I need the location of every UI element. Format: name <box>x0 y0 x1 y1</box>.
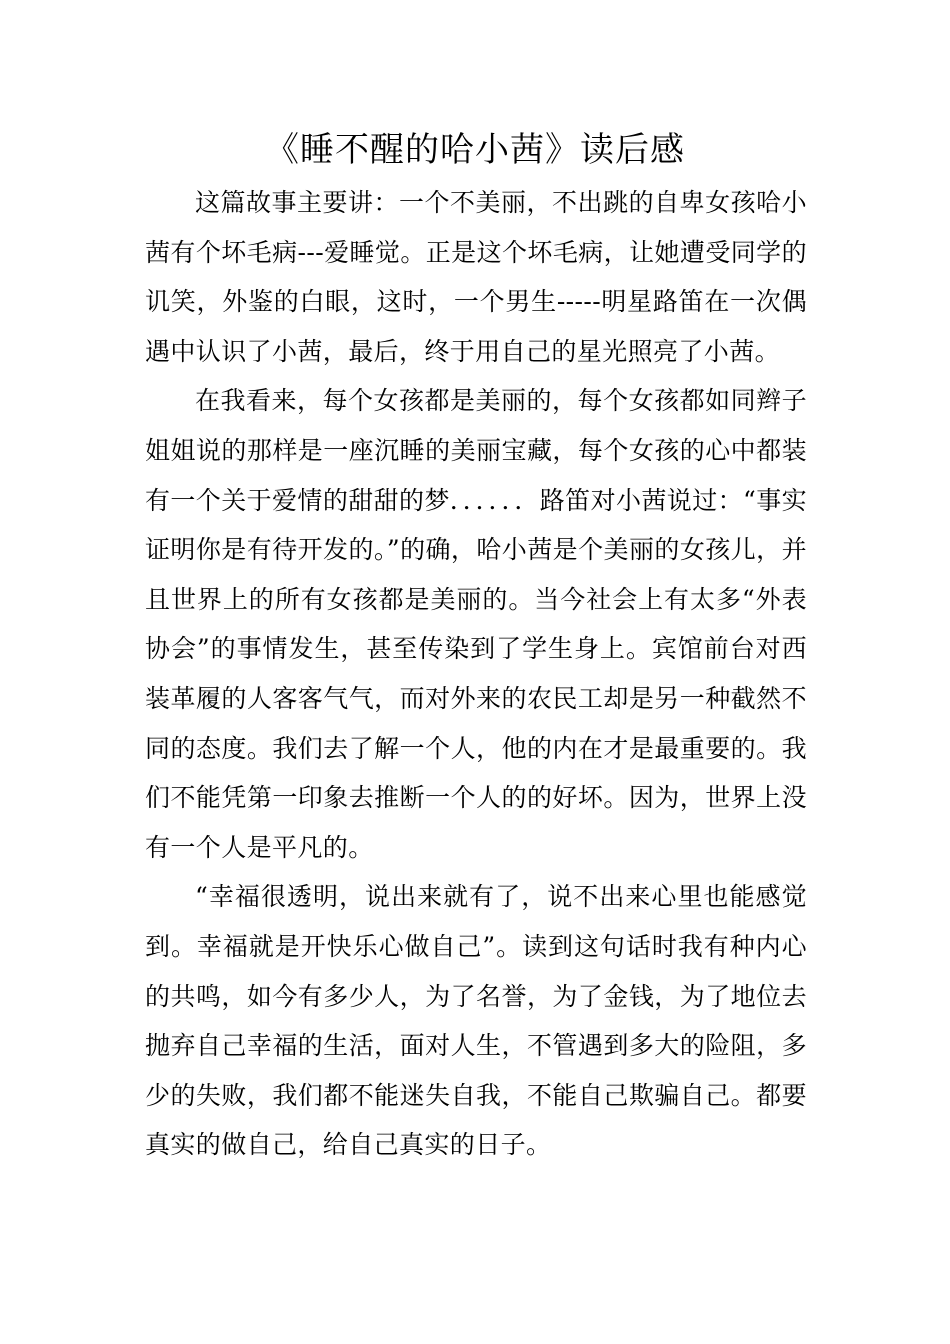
document-title: 《睡不醒的哈小茜》读后感 <box>265 130 685 170</box>
paragraph-1: 这篇故事主要讲：一个不美丽，不出跳的自卑女孩哈小茜有个坏毛病---爱睡觉。正是这个坏毛病，让她遭受同学的讥笑，外鉴的白眼，这时，一个男生-----明星路笛在一次偶遇中认识了小茜，最后，终于用自己的星光照亮了小茜。 <box>145 188 807 366</box>
document-body <box>145 178 807 1170</box>
paragraph-3: “幸福很透明，说出来就有了，说不出来心里也能感觉到。幸福就是开快乐心做自己”。读到这句话时我有种内心的共鸣，如今有多少人，为了名誉，为了金钱，为了地位去抛弃自己幸福的生活，面对人生，不管遇到多大的险阻，多少的失败，我们都不能迷失自我，不能自己欺骗自己。都要真实的做自己，给自己真实的日子。 <box>145 882 807 1160</box>
paragraph-2: 在我看来，每个女孩都是美丽的，每个女孩都如同辫子姐姐说的那样是一座沉睡的美丽宝藏，每个女孩的心中都装有一个关于爱情的甜甜的梦．．．．．．路笛对小茜说过：“事实证明你是有待开发的。”的确，哈小茜是个美丽的女孩儿，并且世界上的所有女孩都是美丽的。当今社会上有太多“外表协会”的事情发生，甚至传染到了学生身上。宾馆前台对西装革履的人客客气气，而对外来的农民工却是另一种截然不同的态度。我们去了解一个人，他的内在才是最重要的。我们不能凭第一印象去推断一个人的的好坏。因为，世界上没有一个人是平凡的。 <box>145 386 807 862</box>
